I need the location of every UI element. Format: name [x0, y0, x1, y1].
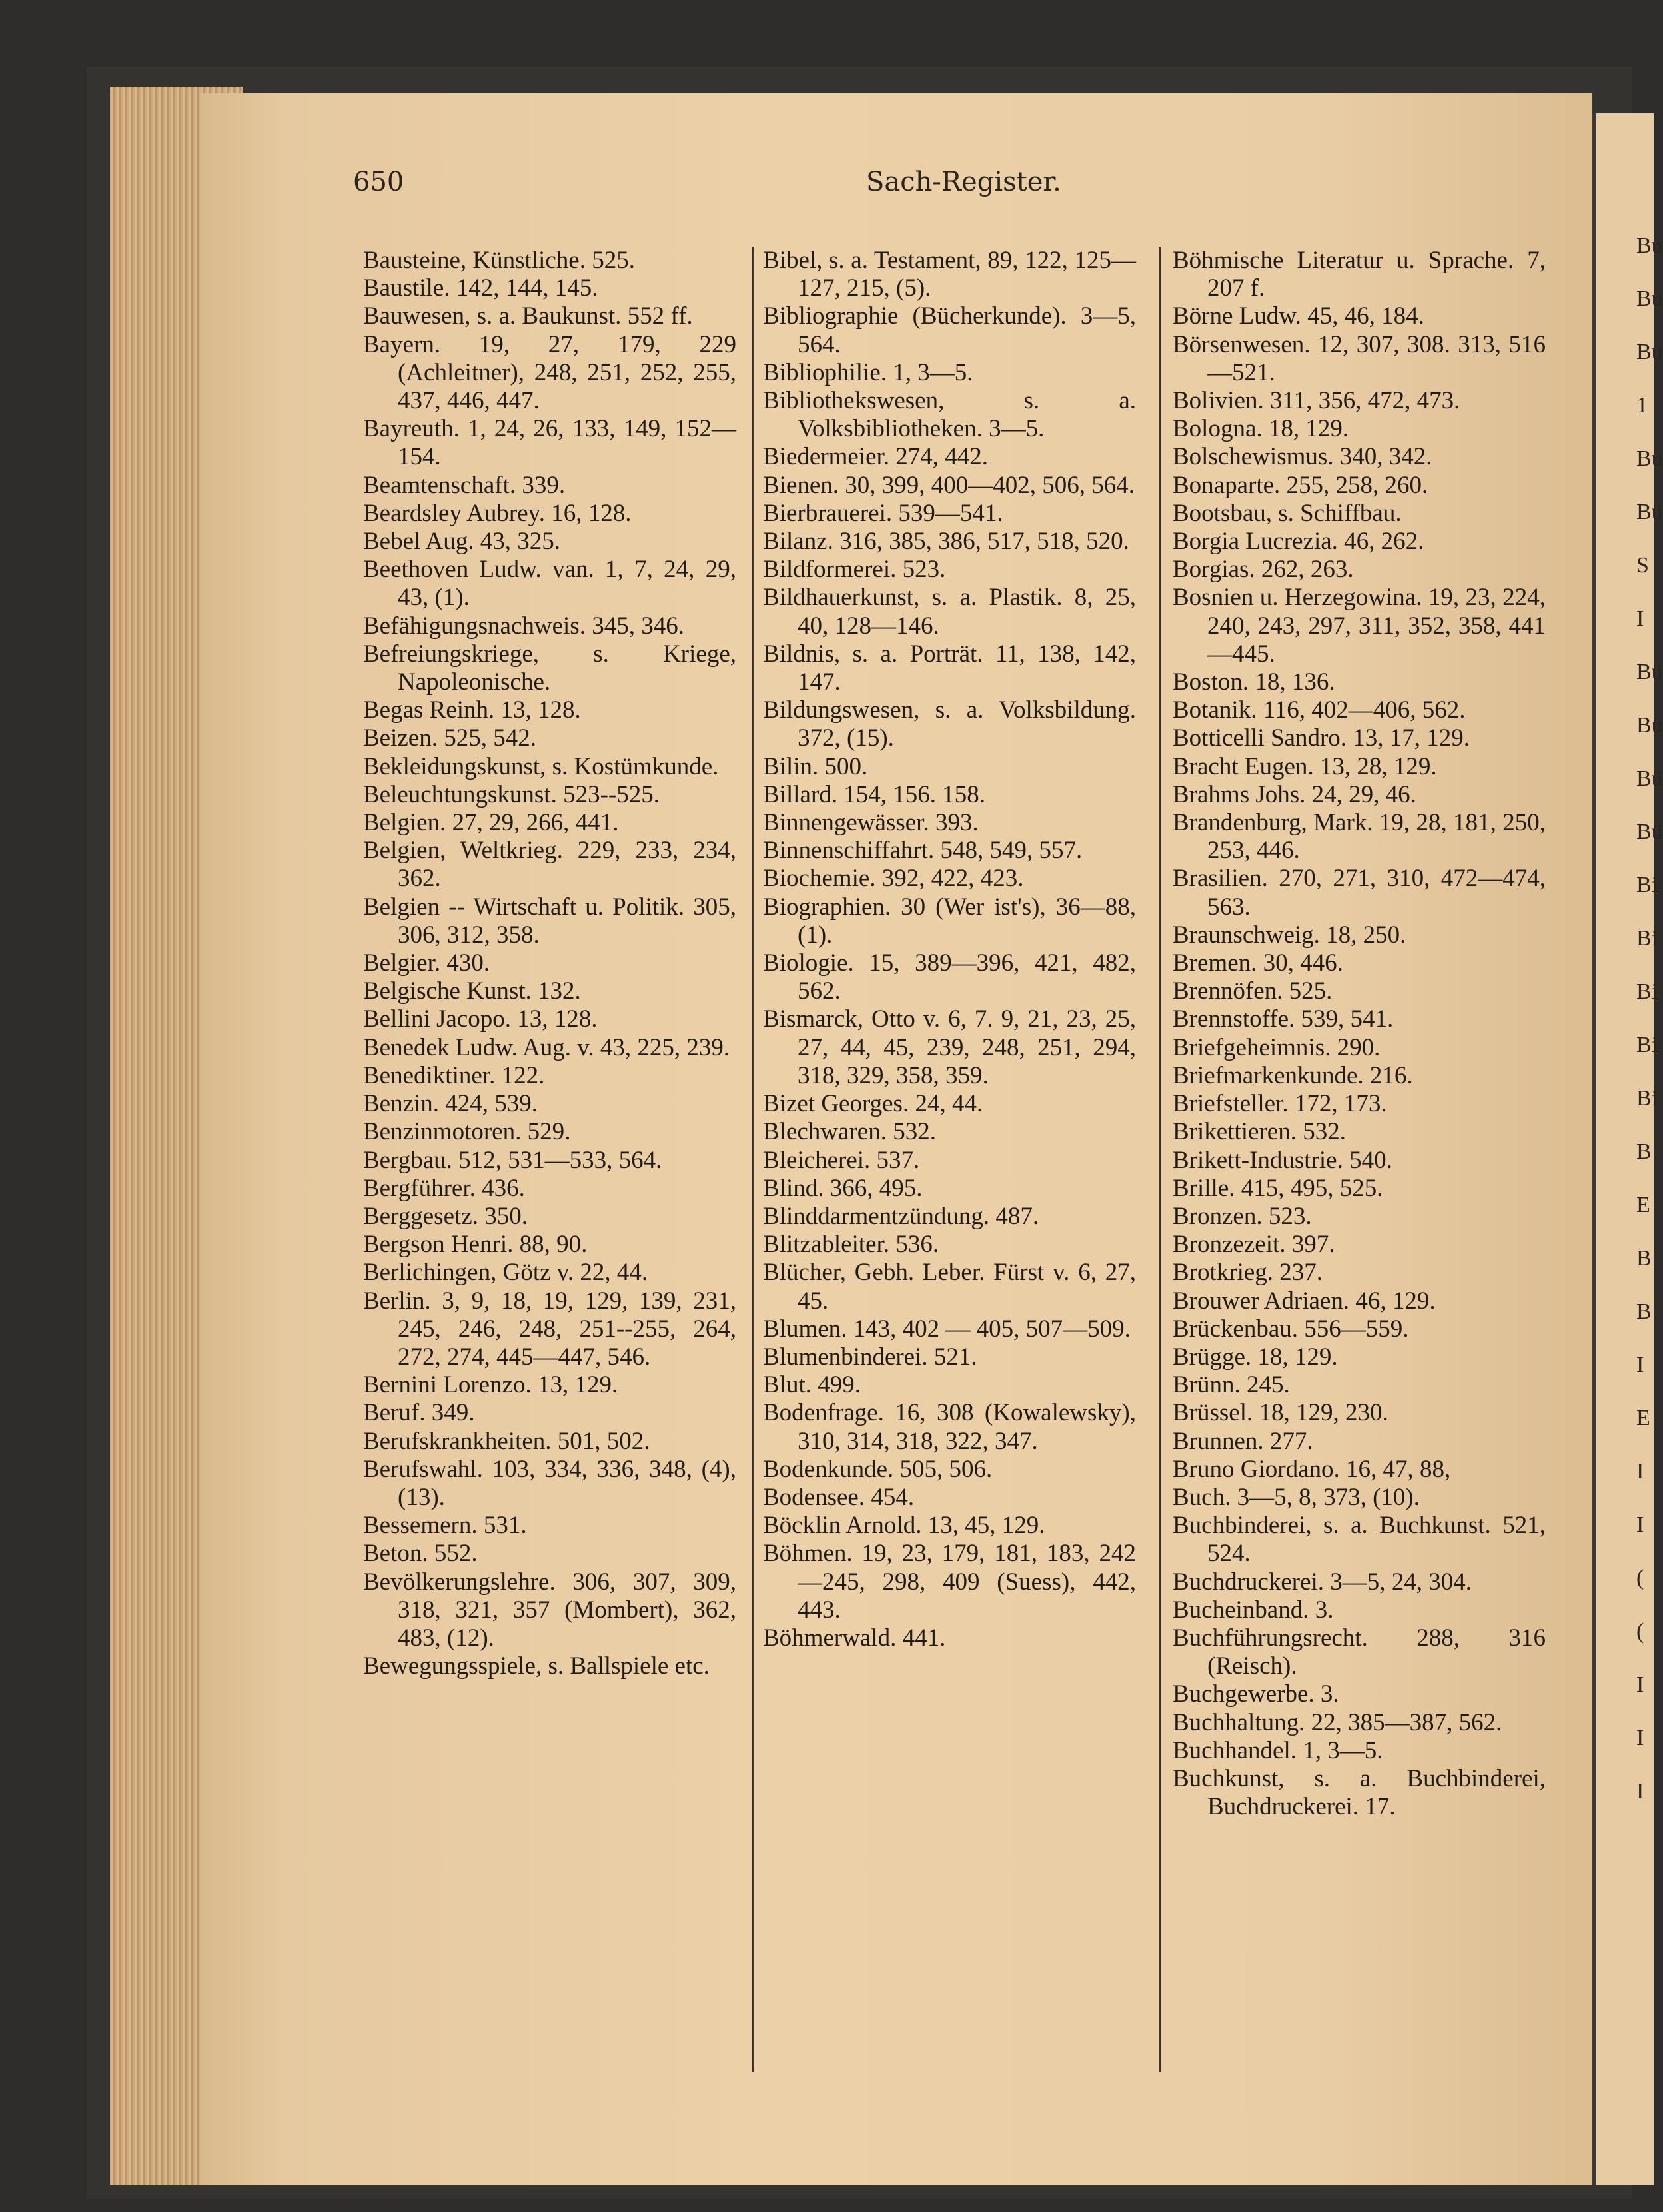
index-entry: Biedermeier. 274, 442.: [763, 443, 989, 471]
index-entry: Botanik. 116, 402—406, 562.: [1173, 696, 1466, 724]
next-page-fragment: Bu: [1636, 713, 1663, 738]
index-entry: Binnenschiffahrt. 548, 549, 557.: [763, 837, 1083, 865]
index-entry: Bodensee. 454.: [763, 1483, 915, 1511]
index-entry: Beton. 552.: [363, 1540, 478, 1568]
index-entry: Bosnien u. Herzegowina. 19, 23, 224, 240, 243, 297, 311, 352, 358, 441—445.: [1173, 584, 1546, 668]
index-entry: Bodenfrage. 16, 308 (Kowalewsky), 310, 314, 318, 322, 347.: [763, 1399, 1136, 1455]
index-entry: Benzinmotoren. 529.: [363, 1118, 571, 1146]
index-entry: Belgier. 430.: [363, 949, 490, 977]
next-page-fragment: I: [1636, 1672, 1644, 1697]
index-entry: Blut. 499.: [763, 1371, 861, 1399]
index-entry: Biographien. 30 (Wer ist's), 36—88, (1).: [763, 893, 1136, 949]
index-entry: Bevölkerungslehre. 306, 307, 309, 318, 321, 357 (Mombert), 362, 483, (12).: [363, 1568, 736, 1652]
index-entry: Bildungswesen, s. a. Volksbildung. 372, (15).: [763, 696, 1136, 752]
next-page-fragment: Bi: [1636, 1086, 1658, 1111]
index-entry: Blind. 366, 495.: [763, 1174, 923, 1202]
index-entry: Brunnen. 277.: [1173, 1427, 1313, 1455]
next-page-fragment: Bu: [1636, 446, 1663, 471]
index-entry: Bekleidungskunst, s. Kostümkunde.: [363, 752, 719, 780]
index-entry: Bergführer. 436.: [363, 1174, 525, 1202]
index-entry: Bildnis, s. a. Porträt. 11, 138, 142, 147.: [763, 640, 1136, 696]
index-entry: Bizet Georges. 24, 44.: [763, 1090, 983, 1118]
index-entry: Brouwer Adriaen. 46, 129.: [1173, 1287, 1436, 1315]
index-entry: Biochemie. 392, 422, 423.: [763, 865, 1024, 893]
index-entry: Belgien, Weltkrieg. 229, 233, 234, 362.: [363, 837, 736, 893]
next-page-fragment: I: [1636, 1353, 1644, 1377]
index-entry: Blumenbinderei. 521.: [763, 1343, 977, 1371]
index-entry: Brennöfen. 525.: [1173, 977, 1333, 1005]
next-page-fragment: Bü: [1636, 820, 1663, 844]
index-entry: Biologie. 15, 389—396, 421, 482, 562.: [763, 949, 1136, 1005]
index-entry: Buchbinderei, s. a. Buchkunst. 521, 524.: [1173, 1512, 1546, 1568]
index-entry: Briefsteller. 172, 173.: [1173, 1090, 1387, 1118]
page-title: Sach-Register.: [866, 167, 1061, 197]
next-page-fragment: Bü: [1636, 660, 1663, 684]
index-entry: Bonaparte. 255, 258, 260.: [1173, 471, 1428, 499]
index-entry: Bleicherei. 537.: [763, 1146, 920, 1174]
index-entry: Buchdruckerei. 3—5, 24, 304.: [1173, 1568, 1472, 1596]
next-page-fragment: Bu: [1636, 340, 1663, 364]
index-entry: Borgia Lucrezia. 46, 262.: [1173, 528, 1424, 556]
index-entry: Bibliothekswesen, s. a. Volksbibliotheken. 3—5.: [763, 387, 1136, 443]
index-entry: Bildhauerkunst, s. a. Plastik. 8, 25, 40, 128—146.: [763, 584, 1136, 640]
next-page-fragment: Bü: [1636, 500, 1663, 524]
index-entry: Beethoven Ludw. van. 1, 7, 24, 29, 43, (1).: [363, 556, 736, 612]
next-page-fragment: E: [1636, 1406, 1650, 1430]
index-entry: Bolschewismus. 340, 342.: [1173, 443, 1432, 471]
index-column-2: [763, 247, 1136, 1652]
index-entry: Bayern. 19, 27, 179, 229 (Achleitner), 248, 251, 252, 255, 437, 446, 447.: [363, 330, 736, 415]
next-page-fragment: Bi: [1636, 979, 1658, 1004]
index-entry: Bologna. 18, 129.: [1173, 415, 1349, 443]
index-entry: Beamtenschaft. 339.: [363, 471, 566, 499]
index-entry: Böhmerwald. 441.: [763, 1624, 946, 1652]
index-entry: Borgias. 262, 263.: [1173, 556, 1354, 584]
index-entry: Buchführungsrecht. 288, 316 (Reisch).: [1173, 1624, 1546, 1680]
index-entry: Brückenbau. 556—559.: [1173, 1315, 1409, 1343]
index-entry: Böhmen. 19, 23, 179, 181, 183, 242—245, 298, 409 (Suess), 442, 443.: [763, 1540, 1136, 1624]
index-entry: Bayreuth. 1, 24, 26, 133, 149, 152—154.: [363, 415, 736, 471]
index-entry: Börne Ludw. 45, 46, 184.: [1173, 302, 1424, 330]
index-entry: Beizen. 525, 542.: [363, 724, 536, 752]
index-entry: Brennstoffe. 539, 541.: [1173, 1005, 1394, 1033]
index-entry: Bibliographie (Bücherkunde). 3—5, 564.: [763, 302, 1136, 358]
index-entry: Brotkrieg. 237.: [1173, 1259, 1323, 1287]
next-page-fragment: S: [1636, 553, 1649, 578]
index-entry: Bucheinband. 3.: [1173, 1596, 1334, 1624]
page-number: 650: [353, 167, 404, 197]
index-entry: Berlichingen, Götz v. 22, 44.: [363, 1259, 648, 1287]
index-entry: Baustile. 142, 144, 145.: [363, 275, 598, 302]
index-entry: Begas Reinh. 13, 128.: [363, 696, 581, 724]
column-divider: [752, 247, 754, 2072]
index-entry: Blücher, Gebh. Leber. Fürst v. 6, 27, 45.: [763, 1259, 1136, 1315]
index-entry: Berggesetz. 350.: [363, 1202, 528, 1230]
index-entry: Böcklin Arnold. 13, 45, 129.: [763, 1512, 1045, 1540]
index-entry: Bessemern. 531.: [363, 1512, 527, 1540]
next-page-fragment: I: [1636, 1726, 1644, 1750]
index-entry: Bellini Jacopo. 13, 128.: [363, 1005, 598, 1033]
index-entry: Bronzezeit. 397.: [1173, 1231, 1335, 1259]
index-entry: Brügge. 18, 129.: [1173, 1343, 1338, 1371]
index-entry: Bolivien. 311, 356, 472, 473.: [1173, 387, 1460, 415]
index-entry: Bergbau. 512, 531—533, 564.: [363, 1146, 662, 1174]
index-entry: Bootsbau, s. Schiffbau.: [1173, 499, 1402, 527]
index-entry: Bremen. 30, 446.: [1173, 949, 1343, 977]
index-entry: Billard. 154, 156. 158.: [763, 780, 986, 808]
index-entry: Botticelli Sandro. 13, 17, 129.: [1173, 724, 1470, 752]
index-entry: Berufskrankheiten. 501, 502.: [363, 1427, 650, 1455]
index-entry: Bibliophilie. 1, 3—5.: [763, 358, 973, 386]
index-entry: Belgische Kunst. 132.: [363, 977, 581, 1005]
index-entry: Bilanz. 316, 385, 386, 517, 518, 520.: [763, 528, 1129, 556]
next-page-fragment: B: [1636, 1139, 1652, 1164]
index-entry: Buchgewerbe. 3.: [1173, 1680, 1339, 1708]
index-entry: Brahms Johs. 24, 29, 46.: [1173, 780, 1416, 808]
index-entry: Befähigungsnachweis. 345, 346.: [363, 612, 684, 640]
index-entry: Brille. 415, 495, 525.: [1173, 1174, 1383, 1202]
index-entry: Boston. 18, 136.: [1173, 668, 1335, 696]
index-entry: Bodenkunde. 505, 506.: [763, 1455, 993, 1483]
column-divider: [1159, 247, 1161, 2072]
index-entry: Berlin. 3, 9, 18, 19, 129, 139, 231, 245, 246, 248, 251--255, 264, 272, 274, 445—447, 546.: [363, 1287, 736, 1371]
index-entry: Buchhaltung. 22, 385—387, 562.: [1173, 1708, 1502, 1736]
index-entry: Beleuchtungskunst. 523--525.: [363, 780, 660, 808]
index-entry: Bibel, s. a. Testament, 89, 122, 125—127, 215, (5).: [763, 247, 1136, 302]
next-page-fragment: (: [1636, 1566, 1644, 1590]
next-page-fragment: B: [1636, 1299, 1652, 1324]
index-entry: Binnengewässer. 393.: [763, 809, 979, 837]
index-entry: Bebel Aug. 43, 325.: [363, 528, 560, 556]
index-column-1: [363, 247, 736, 1680]
index-entry: Bismarck, Otto v. 6, 7. 9, 21, 23, 25, 27, 44, 45, 239, 248, 251, 294, 318, 329, 358, 359.: [763, 1005, 1136, 1089]
index-entry: Blinddarmentzündung. 487.: [763, 1202, 1039, 1230]
next-page-fragment: Bü: [1636, 766, 1663, 791]
index-entry: Bruno Giordano. 16, 47, 88,: [1173, 1455, 1451, 1483]
next-page-fragment: E: [1636, 1193, 1650, 1217]
index-column-3: [1173, 247, 1546, 1821]
next-page-fragment: Bi: [1636, 873, 1658, 897]
index-entry: Braunschweig. 18, 250.: [1173, 921, 1406, 949]
next-page-fragment: Bu: [1636, 286, 1663, 311]
index-entry: Belgien. 27, 29, 266, 441.: [363, 809, 619, 837]
index-entry: Böhmische Literatur u. Sprache. 7, 207 f.: [1173, 247, 1546, 302]
index-entry: Brikettieren. 532.: [1173, 1118, 1346, 1146]
next-page-fragment: 1: [1636, 393, 1648, 418]
index-entry: Buchkunst, s. a. Buchbinderei, Buchdruckerei. 17.: [1173, 1764, 1546, 1821]
index-entry: Buchhandel. 1, 3—5.: [1173, 1736, 1383, 1764]
index-entry: Briefmarkenkunde. 216.: [1173, 1061, 1413, 1089]
index-entry: Befreiungskriege, s. Kriege, Napoleonische.: [363, 640, 736, 696]
next-page-fragment: I: [1636, 1512, 1644, 1537]
index-entry: Benedek Ludw. Aug. v. 43, 225, 239.: [363, 1033, 730, 1061]
next-page-fragment: Bu: [1636, 233, 1663, 258]
index-entry: Brasilien. 270, 271, 310, 472—474, 563.: [1173, 865, 1546, 921]
next-page-fragment: I: [1636, 1459, 1644, 1484]
index-entry: Brüssel. 18, 129, 230.: [1173, 1399, 1388, 1427]
index-entry: Briefgeheimnis. 290.: [1173, 1033, 1381, 1061]
index-entry: Belgien -- Wirtschaft u. Politik. 305, 306, 312, 358.: [363, 893, 736, 949]
next-page-fragment: I: [1636, 1779, 1644, 1804]
index-entry: Brünn. 245.: [1173, 1371, 1290, 1399]
next-page-fragment: (: [1636, 1619, 1644, 1644]
index-entry: Blechwaren. 532.: [763, 1118, 936, 1146]
next-page-fragment: I: [1636, 606, 1644, 631]
index-entry: Bewegungsspiele, s. Ballspiele etc.: [363, 1652, 710, 1680]
index-entry: Brikett-Industrie. 540.: [1173, 1146, 1392, 1174]
index-entry: Bildformerei. 523.: [763, 556, 946, 584]
index-entry: Benediktiner. 122.: [363, 1061, 545, 1089]
index-entry: Bienen. 30, 399, 400—402, 506, 564.: [763, 471, 1135, 499]
index-entry: Buch. 3—5, 8, 373, (10).: [1173, 1483, 1420, 1511]
next-page-fragment: Bi: [1636, 1033, 1658, 1057]
index-entry: Blumen. 143, 402 — 405, 507—509.: [763, 1315, 1131, 1343]
index-entry: Berufswahl. 103, 334, 336, 348, (4), (13).: [363, 1455, 736, 1511]
index-entry: Bausteine, Künstliche. 525.: [363, 247, 635, 274]
index-entry: Beardsley Aubrey. 16, 128.: [363, 499, 632, 527]
index-entry: Bernini Lorenzo. 13, 129.: [363, 1371, 618, 1399]
next-page-fragment: Bi: [1636, 926, 1658, 951]
index-entry: Bierbrauerei. 539—541.: [763, 499, 1003, 527]
index-entry: Bracht Eugen. 13, 28, 129.: [1173, 752, 1437, 780]
index-entry: Benzin. 424, 539.: [363, 1090, 538, 1118]
next-page-fragment: B: [1636, 1246, 1652, 1271]
index-entry: Brandenburg, Mark. 19, 28, 181, 250, 253, 446.: [1173, 809, 1546, 865]
next-page-edge: [1592, 113, 1663, 2185]
index-entry: Bauwesen, s. a. Baukunst. 552 ff.: [363, 302, 693, 330]
index-entry: Bilin. 500.: [763, 752, 868, 780]
index-entry: Bergson Henri. 88, 90.: [363, 1231, 588, 1259]
index-entry: Bronzen. 523.: [1173, 1202, 1312, 1230]
index-entry: Beruf. 349.: [363, 1399, 475, 1427]
index-entry: Blitzableiter. 536.: [763, 1231, 939, 1259]
index-entry: Börsenwesen. 12, 307, 308. 313, 516—521.: [1173, 330, 1546, 386]
